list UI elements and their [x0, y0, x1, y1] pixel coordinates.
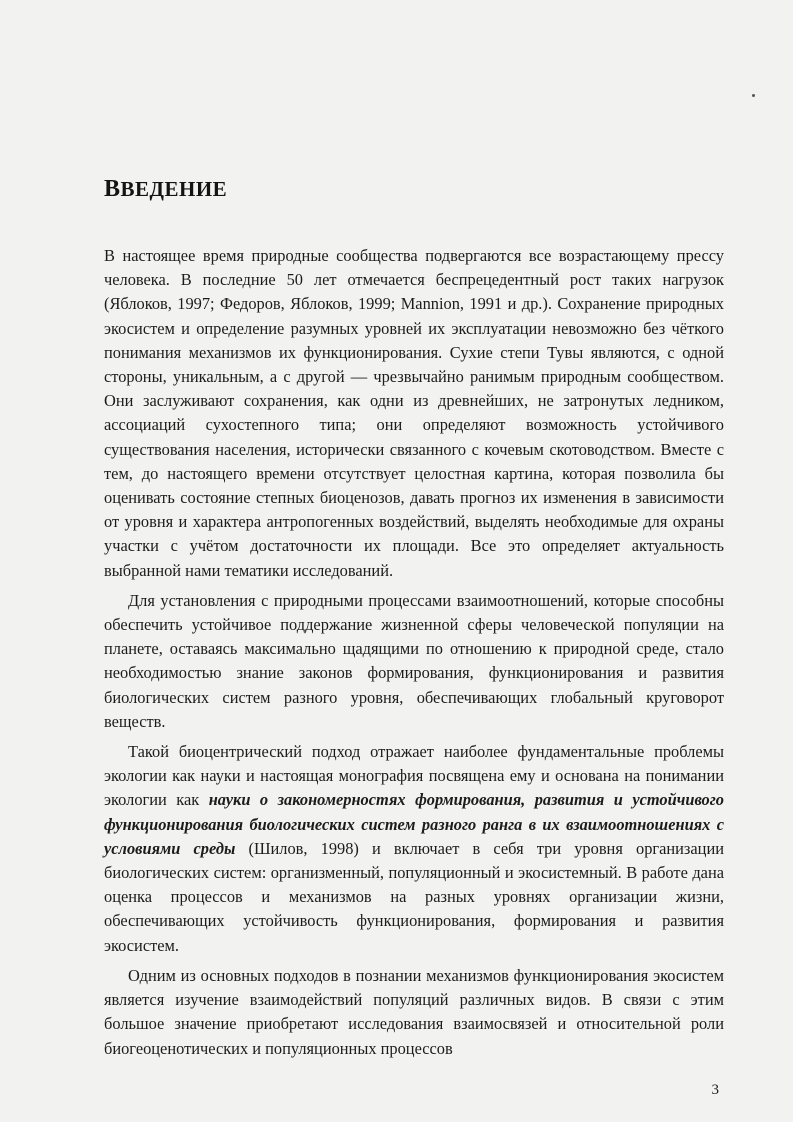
paragraph-3-end: (Шилов, 1998) и включает в себя три уровня организации биологических систем: организменный, популяционный и экосистемный. В работе дана оценка процессов и механизмов на разных уровнях организации жизни, обеспечивающих устойчивость функционирования, формирования и развития экосистем.: [104, 838, 724, 955]
chapter-heading: [104, 176, 227, 203]
page-number: 3: [711, 1082, 719, 1098]
paragraph-2: Для установления с природными процессами взаимоотношений, которые способны обеспечить устойчивое поддержание жизненной сферы человеческой популяции на планете, оставаясь максимально щадящими по отношению к природной среде, стало необходимостью знание законов формирования, функционирования и развития биологических систем разного уровня, обеспечивающих глобальный круговорот веществ.: [104, 590, 724, 731]
heading-rest: ВЕДЕНИЕ: [120, 177, 228, 201]
body-text: [104, 244, 724, 1067]
paragraph-3-start: Такой биоцентрический подход отражает наиболее фундаментальные проблемы экологии как науки и настоящая монография посвящена ему и основана на понимании экологии как: [104, 742, 724, 810]
paragraph-3-emphasis: науки о закономерностях формирования, развития и устойчивого функционирования биологических систем разного ранга в их взаимоотношениях с условиями среды: [104, 790, 724, 858]
paragraph-1: В настоящее время природные сообщества подвергаются все возрастающему прессу человека. В последние 50 лет отмечается беспрецедентный рост таких нагрузок (Яблоков, 1997; Федоров, Яблоков, 1999; Mannion, 1991 и др.). Сохранение природных экосистем и определение разумных уровней их эксплуатации невозможно без чёткого понимания механизмов их функционирования. Сухие степи Тувы являются, с одной стороны, уникальным, а с другой — чрезвычайно ранимым природным сообществом. Они заслуживают сохранения, как одни из древнейших, не затронутых ледником, ассоциаций сухостепного типа; они определяют возможность устойчивого существования населения, исторически связанного с кочевым скотоводством. Вместе с тем, до настоящего времени отсутствует целостная картина, которая позволила бы оценивать состояние степных биоценозов, давать прогноз их изменения в зависимости от уровня и характера антропогенных воздействий, выделять необходимые для охраны участки с учётом достаточности их площади. Все это определяет актуальность выбранной нами тематики исследований.: [104, 246, 724, 580]
heading-initial: В: [104, 176, 121, 202]
scan-speck: [752, 94, 755, 97]
paragraph-4: Одним из основных подходов в познании механизмов функционирования экосистем является изучение взаимодействий популяций различных видов. В связи с этим большое значение приобретают исследования взаимосвязей и относительной роли биогеоценотических и популяционных процессов: [104, 965, 724, 1058]
paragraph-3: [104, 740, 724, 958]
